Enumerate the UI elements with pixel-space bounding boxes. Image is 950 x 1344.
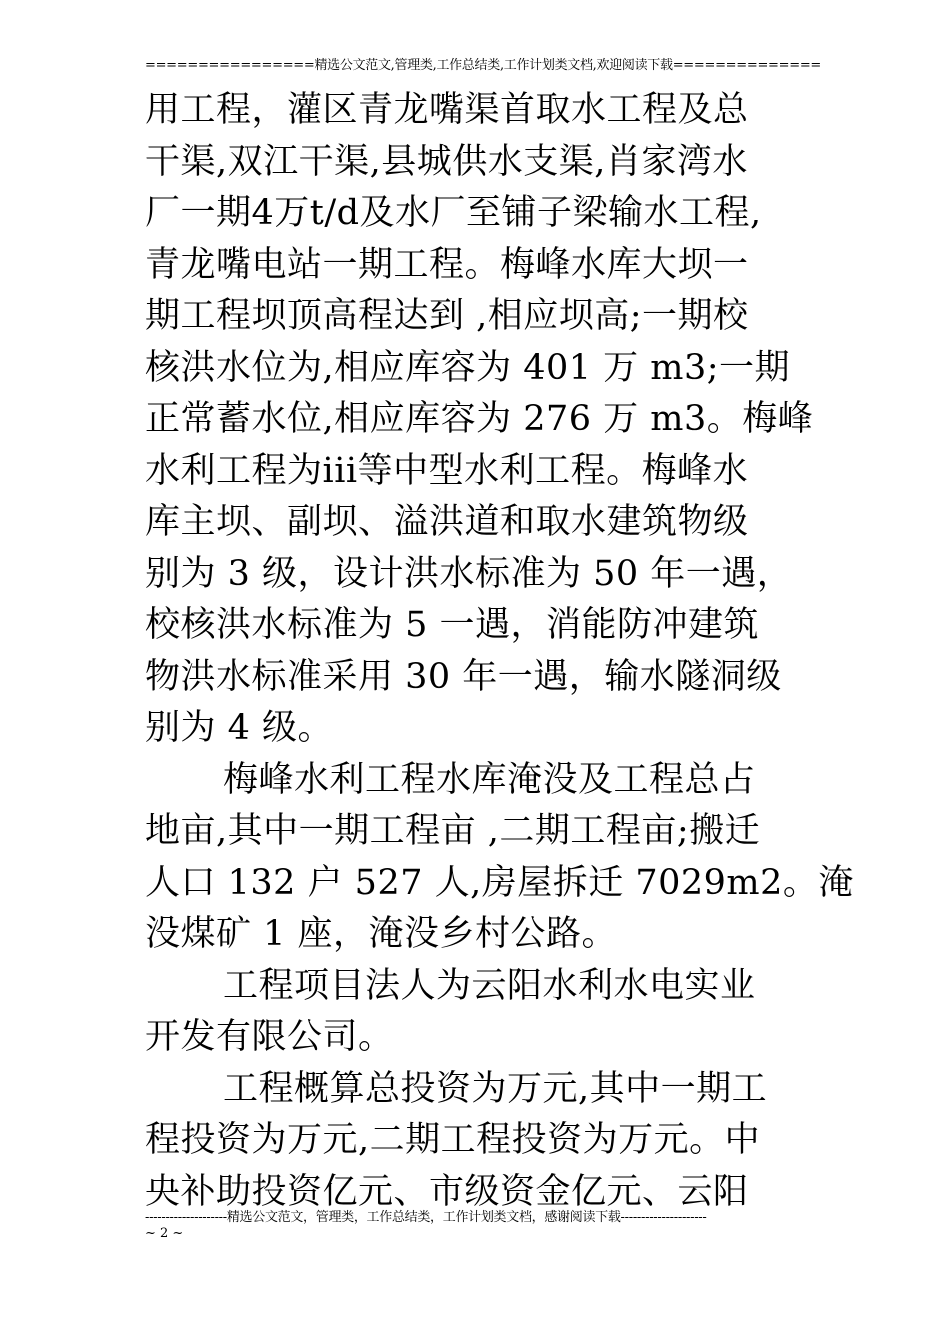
document-body: [145, 85, 854, 1218]
text-line: 核洪水位为,相应库容为 401 万 m3;一期: [145, 347, 791, 388]
text-line: 央补助投资亿元、市级资金亿元、云阳: [145, 1171, 749, 1212]
paragraph-first-line: 工程项目法人为云阳水利水电实业: [223, 965, 756, 1006]
text-line: 库主坝、副坝、溢洪道和取水建筑物级: [145, 502, 749, 542]
text-line: 青龙嘴电站一期工程。梅峰水库大坝一: [145, 244, 749, 285]
text-line: 地亩,其中一期工程亩 ,二期工程亩;搬迁: [145, 811, 761, 851]
text-line: 用工程，灌区青龙嘴渠首取水工程及总: [145, 90, 749, 130]
text-line: 没煤矿 1 座，淹没乡村公路。: [145, 914, 618, 954]
text-line: 别为 3 级，设计洪水标准为 50 年一遇，: [145, 553, 793, 594]
text-line: 干渠,双江干渠,县城供水支渠,肖家湾水: [145, 141, 748, 182]
text-line: 水利工程为iii等中型水利工程。梅峰水: [145, 450, 749, 491]
text-line: 人口 132 户 527 人,房屋拆迁 7029m2。淹: [145, 862, 854, 903]
page-footer: --------------------精选公文范文，管理类，工作总结类，工作计划类文档，感谢阅读下载---------------------: [145, 1210, 707, 1225]
text-line: 厂一期4万t/d及水厂至铺子梁输水工程,: [145, 193, 762, 233]
text-line: 正常蓄水位,相应库容为 276 万 m3。梅峰: [145, 399, 814, 439]
paragraph-first-line: 工程概算总投资为万元,其中一期工: [223, 1068, 768, 1109]
text-line: 期工程坝顶高程达到 ,相应坝高;一期校: [145, 296, 749, 336]
text-line: 物洪水标准采用 30 年一遇，输水隧洞级: [145, 656, 782, 697]
text-line: 程投资为万元,二期工程投资为万元。中: [145, 1120, 761, 1160]
text-line: 开发有限公司。: [145, 1017, 394, 1057]
text-line: 别为 4 级。: [145, 708, 334, 748]
page-number: ~ 2 ~: [145, 1226, 184, 1241]
page-header: ================精选公文范文,管理类,工作总结类,工作计划类文档,欢迎阅读下载==============: [145, 58, 822, 73]
text-line: 校核洪水标准为 5 一遇，消能防冲建筑: [145, 605, 760, 645]
paragraph-first-line: 梅峰水利工程水库淹没及工程总占: [223, 759, 756, 800]
